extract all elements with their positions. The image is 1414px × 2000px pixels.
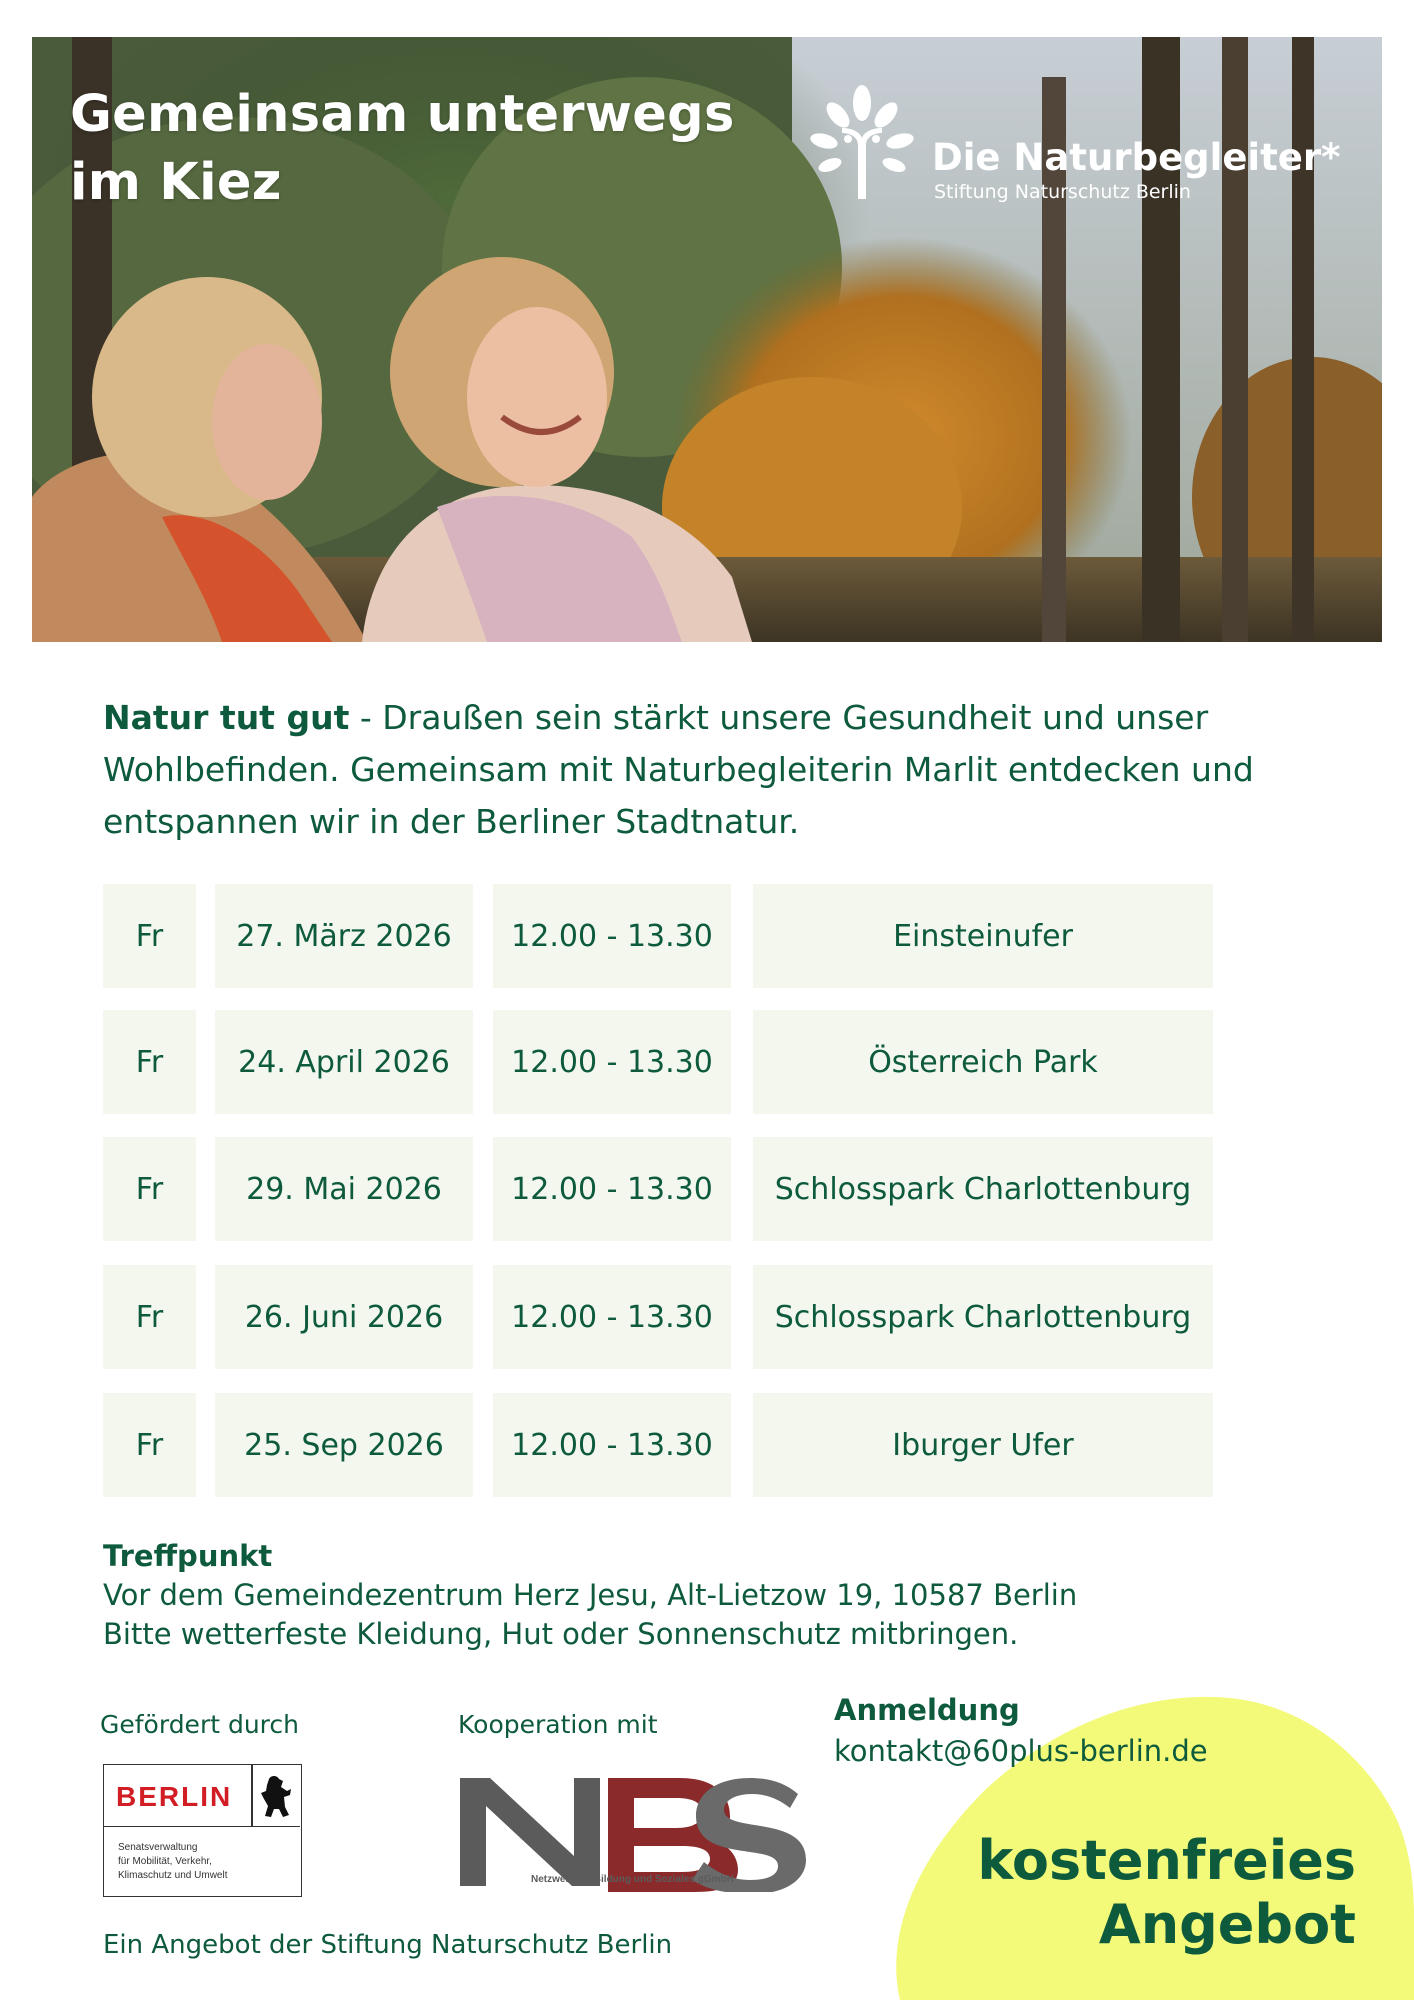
schedule-day: Fr [103,1137,196,1241]
registration [834,1690,1208,1772]
berlin-bear-icon [257,1773,295,1819]
schedule-date: 27. März 2026 [215,884,473,988]
brand-subtitle: Stiftung Naturschutz Berlin [934,181,1191,203]
hero-title [70,81,735,217]
berlin-line: für Mobilität, Verkehr, [118,1856,212,1867]
schedule-place: Schlosspark Charlottenburg [753,1265,1213,1369]
schedule-date: 25. Sep 2026 [215,1393,473,1497]
schedule-day: Fr [103,884,196,988]
schedule-time: 12.00 - 13.30 [493,1137,731,1241]
cooperation-label: Kooperation mit [458,1710,658,1739]
schedule-place: Einsteinufer [753,884,1213,988]
meeting-address: Vor dem Gemeindezentrum Herz Jesu, Alt-Lietzow 19, 10587 Berlin [103,1578,1078,1612]
intro-paragraph [103,692,1283,848]
schedule-time: 12.00 - 13.30 [493,1010,731,1114]
meeting-heading: Treffpunkt [103,1539,273,1573]
offer-line: Ein Angebot der Stiftung Naturschutz Berlin [103,1930,673,1960]
berlin-senate-logo [103,1764,302,1897]
free-offer-badge [977,1829,1356,1957]
berlin-wordmark: BERLIN [116,1781,233,1812]
schedule-date: 26. Juni 2026 [215,1265,473,1369]
meeting-note: Bitte wetterfeste Kleidung, Hut oder Sonnenschutz mitbringen. [103,1617,1019,1651]
schedule-time: 12.00 - 13.30 [493,1393,731,1497]
registration-email[interactable]: kontakt@60plus-berlin.de [834,1734,1208,1768]
intro-text: - Draußen sein stärkt unsere Gesundheit und unser Wohlbefinden. Gemeinsam mit Naturbegleiterin Marlit entdecken und entspannen wir in der Berliner Stadtnatur. [103,698,1254,841]
tree-logo-icon [802,81,922,201]
schedule-time: 12.00 - 13.30 [493,1265,731,1369]
funded-by-label: Gefördert durch [100,1710,299,1739]
schedule-day: Fr [103,1265,196,1369]
meeting-point [103,1537,1077,1654]
hero-title-line1: Gemeinsam unterwegs [70,85,735,144]
hero-title-line2: im Kiez [70,153,282,212]
berlin-senate-text [118,1841,298,1883]
hero-banner [32,37,1382,642]
schedule-date: 29. Mai 2026 [215,1137,473,1241]
schedule-date: 24. April 2026 [215,1010,473,1114]
schedule-day: Fr [103,1393,196,1497]
berlin-line: Klimaschutz und Umwelt [118,1870,228,1881]
schedule-place: Iburger Ufer [753,1393,1213,1497]
free-offer-line1: kostenfreies [977,1829,1356,1892]
schedule-place: Schlosspark Charlottenburg [753,1137,1213,1241]
schedule-place: Österreich Park [753,1010,1213,1114]
schedule-day: Fr [103,1010,196,1114]
berlin-line: Senatsverwaltung [118,1842,198,1853]
intro-lead: Natur tut gut [103,698,350,737]
brand-lockup [802,81,1362,201]
free-offer-line2: Angebot [1098,1893,1356,1956]
brand-name: Die Naturbegleiter* [932,136,1341,179]
nbs-caption: Netzwerk für Bildung und Soziales gGmbH [531,1874,734,1885]
schedule-time: 12.00 - 13.30 [493,884,731,988]
registration-heading: Anmeldung [834,1693,1020,1727]
